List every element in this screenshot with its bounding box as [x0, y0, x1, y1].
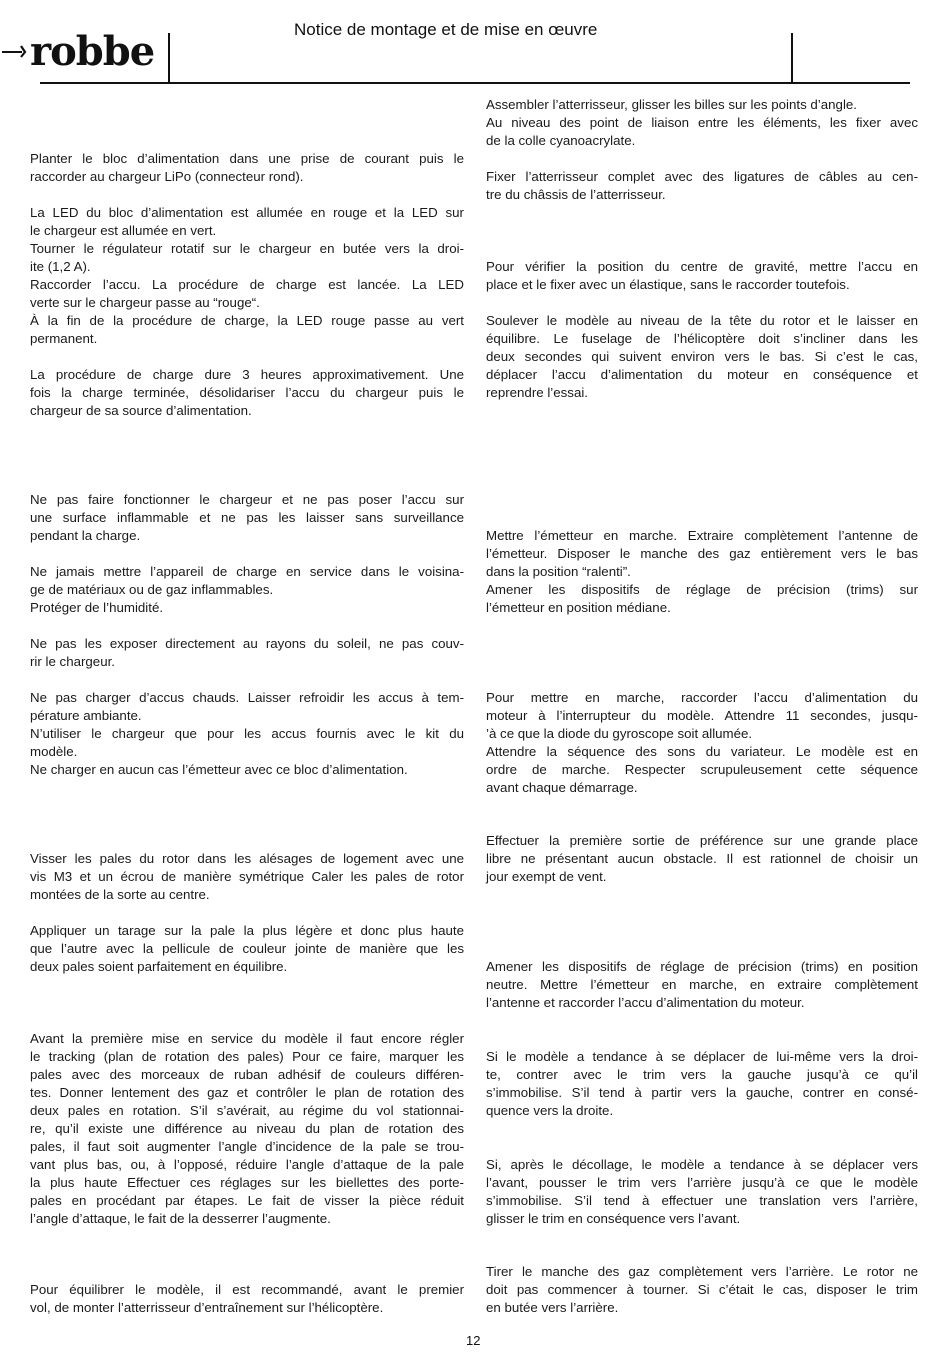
- text-line: Mettre l’émetteur en marche. Extraire complètement l’antenne de: [486, 528, 918, 543]
- text-line: ite (1,2 A).: [30, 259, 91, 274]
- text-line: ordre de marche. Respecter scrupuleusement cette séquence: [486, 762, 918, 777]
- text-line: le tracking (plan de rotation des pales) Pour ce faire, marquer les: [30, 1049, 464, 1064]
- text-line: Si le modèle a tendance à se déplacer de lui-même vers la droi-: [486, 1049, 918, 1064]
- text-line: que l’autre avec la pellicule de couleur jointe de manière que les: [30, 941, 464, 956]
- text-line: Pour mettre en marche, raccorder l’accu d’alimentation du: [486, 690, 918, 705]
- text-line: Ne pas faire fonctionner le chargeur et ne pas poser l’accu sur: [30, 492, 464, 507]
- text-line: deux pales soient parfaitement en équilibre.: [30, 959, 288, 974]
- header-divider-right: [791, 33, 793, 83]
- text-line: dans la position “ralenti”.: [486, 564, 631, 579]
- text-line: À la fin de la procédure de charge, la LED rouge passe au vert: [30, 313, 464, 328]
- text-line: l’émetteur. Disposer le manche des gaz entièrement vers le bas: [486, 546, 918, 561]
- paragraph: [30, 491, 464, 545]
- text-line: vis M3 et un écrou de manière symétrique Caler les pales de rotor: [30, 869, 464, 884]
- text-line: Ne jamais mettre l’appareil de charge en service dans le voisina-: [30, 564, 464, 579]
- text-line: fois la charge terminée, désolidariser l’accu du chargeur puis le: [30, 385, 464, 400]
- logo-text: robbe: [30, 28, 155, 75]
- paragraph: [30, 150, 464, 186]
- paragraph: [30, 922, 464, 976]
- page-number: 12: [466, 1333, 481, 1348]
- text-line: permanent.: [30, 331, 98, 346]
- text-line: tes. Donner lentement des gaz et contrôler le plan de rotation des: [30, 1085, 464, 1100]
- robbe-logo: [0, 28, 165, 75]
- paragraph: [30, 366, 464, 420]
- text-line: pérature ambiante.: [30, 708, 142, 723]
- text-line: reprendre l’essai.: [486, 385, 588, 400]
- text-line: Amener les dispositifs de réglage de précision (trims) sur: [486, 582, 918, 597]
- paragraph: [30, 204, 464, 348]
- paragraph: [30, 635, 464, 671]
- text-line: re, qu’il existe une différence au niveau du plan de rotation des: [30, 1121, 464, 1136]
- text-line: Appliquer un tarage sur la pale la plus légère et donc plus haute: [30, 923, 464, 938]
- paragraph: [30, 1281, 464, 1317]
- text-line: déplacer l’accu d’alimentation du moteur en conséquence et: [486, 367, 918, 382]
- text-line: Pour équilibrer le modèle, il est recommandé, avant le premier: [30, 1282, 464, 1297]
- text-line: pendant la charge.: [30, 528, 141, 543]
- text-line: avant chaque démarrage.: [486, 780, 638, 795]
- paragraph: [486, 527, 918, 617]
- paragraph: [486, 958, 918, 1012]
- text-line: moteur à l’interrupteur du modèle. Attendre 11 secondes, jusqu-: [486, 708, 918, 723]
- text-line: Protéger de l’humidité.: [30, 600, 164, 615]
- text-line: modèle.: [30, 744, 78, 759]
- text-line: te, contrer avec le trim vers la gauche jusqu’à ce qu’il: [486, 1067, 918, 1082]
- text-line: Planter le bloc d’alimentation dans une prise de courant puis le: [30, 151, 464, 166]
- paragraph: [486, 312, 918, 402]
- text-line: une surface inflammable et ne pas les laisser sans surveillance: [30, 510, 464, 525]
- text-line: Ne pas les exposer directement au rayons du soleil, ne pas couv-: [30, 636, 464, 651]
- text-line: Au niveau des point de liaison entre les éléments, les fixer avec: [486, 115, 918, 130]
- text-line: deux secondes qui suivent environ vers le bas. Si c’est le cas,: [486, 349, 918, 364]
- text-line: Soulever le modèle au niveau de la tête du rotor et le laisser en: [486, 313, 918, 328]
- text-line: verte sur le chargeur passe au “rouge“.: [30, 295, 260, 310]
- paragraph: [30, 1030, 464, 1228]
- text-line: équilibre. Le fuselage de l’hélicoptère doit s’incliner dans les: [486, 331, 918, 346]
- text-line: pales en procédant par étapes. Le fait de visser la pièce réduit: [30, 1193, 464, 1208]
- header-divider-left: [168, 33, 170, 83]
- text-line: de la colle cyanoacrylate.: [486, 133, 636, 148]
- paragraph: [486, 1156, 918, 1228]
- text-line: Raccorder l’accu. La procédure de charge est lancée. La LED: [30, 277, 464, 292]
- text-line: La procédure de charge dure 3 heures approximativement. Une: [30, 367, 464, 382]
- text-line: Tirer le manche des gaz complètement vers l’arrière. Le rotor ne: [486, 1264, 918, 1279]
- paragraph: [486, 1263, 918, 1317]
- text-line: Attendre la séquence des sons du variateur. Le modèle est en: [486, 744, 918, 759]
- text-line: en butée vers l’arrière.: [486, 1300, 619, 1315]
- paragraph: [486, 689, 918, 797]
- paragraph: [486, 832, 918, 886]
- text-line: l’émetteur en position médiane.: [486, 600, 671, 615]
- text-line: l’antenne et raccorder l’accu d’alimentation du moteur.: [486, 995, 805, 1010]
- text-line: La LED du bloc d’alimentation est allumée en rouge et la LED sur: [30, 205, 464, 220]
- text-line: quence vers la droite.: [486, 1103, 614, 1118]
- text-line: s’immobilise. S’il tend à partir vers la gauche, contrer en consé-: [486, 1085, 918, 1100]
- paragraph: [30, 689, 464, 779]
- text-line: Amener les dispositifs de réglage de précision (trims) en position: [486, 959, 918, 974]
- text-line: raccorder au chargeur LiPo (connecteur rond).: [30, 169, 304, 184]
- text-line: Pour vérifier la position du centre de gravité, mettre l’accu en: [486, 259, 918, 274]
- text-line: Assembler l’atterrisseur, glisser les billes sur les points d’angle.: [486, 97, 857, 112]
- text-line: le chargeur est allumée en vert.: [30, 223, 217, 238]
- text-line: Ne charger en aucun cas l’émetteur avec ce bloc d’alimentation.: [30, 762, 408, 777]
- header-rule: [40, 82, 910, 84]
- text-line: glisser le trim en conséquence vers l’avant.: [486, 1211, 741, 1226]
- page-title: Notice de montage et de mise en œuvre: [294, 20, 598, 39]
- logo-mark-icon: [2, 44, 28, 58]
- paragraph: [30, 850, 464, 904]
- text-line: l’avant, pousser le trim vers l’arrière jusqu’à ce que le modèle: [486, 1175, 918, 1190]
- text-line: doit pas commencer à tourner. Si c’était le cas, disposer le trim: [486, 1282, 918, 1297]
- text-line: pales, il faut soit augmenter l’angle d’incidence de la pale se trou-: [30, 1139, 464, 1154]
- text-line: vant plus bas, ou, à l’opposé, réduire l’angle d’attaque de la pale: [30, 1157, 464, 1172]
- paragraph: [486, 96, 918, 150]
- paragraph: [486, 258, 918, 294]
- text-line: libre ne présentant aucun obstacle. Il est rationnel de choisir un: [486, 851, 918, 866]
- text-line: place et le fixer avec un élastique, sans le raccorder toutefois.: [486, 277, 850, 292]
- paragraph: [486, 1048, 918, 1120]
- paragraph: [486, 168, 918, 204]
- text-line: s’immobilise. S’il tend à effectuer une translation vers l’arrière,: [486, 1193, 918, 1208]
- text-line: ’à ce que la diode du gyroscope soit allumée.: [486, 726, 753, 741]
- text-line: N’utiliser le chargeur que pour les accus fournis avec le kit du: [30, 726, 464, 741]
- text-line: Effectuer la première sortie de préférence sur une grande place: [486, 833, 918, 848]
- text-line: deux pales en rotation. S’il s’avérait, au régime du vol stationnai-: [30, 1103, 464, 1118]
- text-line: Visser les pales du rotor dans les alésages de logement avec une: [30, 851, 464, 866]
- text-line: Si, après le décollage, le modèle a tendance à se déplacer vers: [486, 1157, 918, 1172]
- text-line: jour exempt de vent.: [486, 869, 607, 884]
- text-line: Ne pas charger d’accus chauds. Laisser refroidir les accus à tem-: [30, 690, 464, 705]
- text-line: vol, de monter l’atterrisseur d’entraînement sur l’hélicoptère.: [30, 1300, 384, 1315]
- text-line: ge de matériaux ou de gaz inflammables.: [30, 582, 274, 597]
- text-line: neutre. Mettre l’émetteur en marche, en extraire complètement: [486, 977, 918, 992]
- text-line: tre du châssis de l’atterrisseur.: [486, 187, 666, 202]
- text-line: la plus haute Effectuer ces réglages sur les biellettes des porte-: [30, 1175, 464, 1190]
- text-line: Fixer l’atterrisseur complet avec des ligatures de câbles au cen-: [486, 169, 918, 184]
- text-line: Tourner le régulateur rotatif sur le chargeur en butée vers la droi-: [30, 241, 464, 256]
- paragraph: [30, 563, 464, 617]
- text-line: Avant la première mise en service du modèle il faut encore régler: [30, 1031, 464, 1046]
- text-line: l’angle d’attaque, le fait de la desserrer l’augmente.: [30, 1211, 331, 1226]
- text-line: chargeur de sa source d’alimentation.: [30, 403, 252, 418]
- text-line: montées de la sorte au centre.: [30, 887, 210, 902]
- text-line: pales avec des morceaux de ruban adhésif de couleurs différen-: [30, 1067, 464, 1082]
- text-line: rir le chargeur.: [30, 654, 115, 669]
